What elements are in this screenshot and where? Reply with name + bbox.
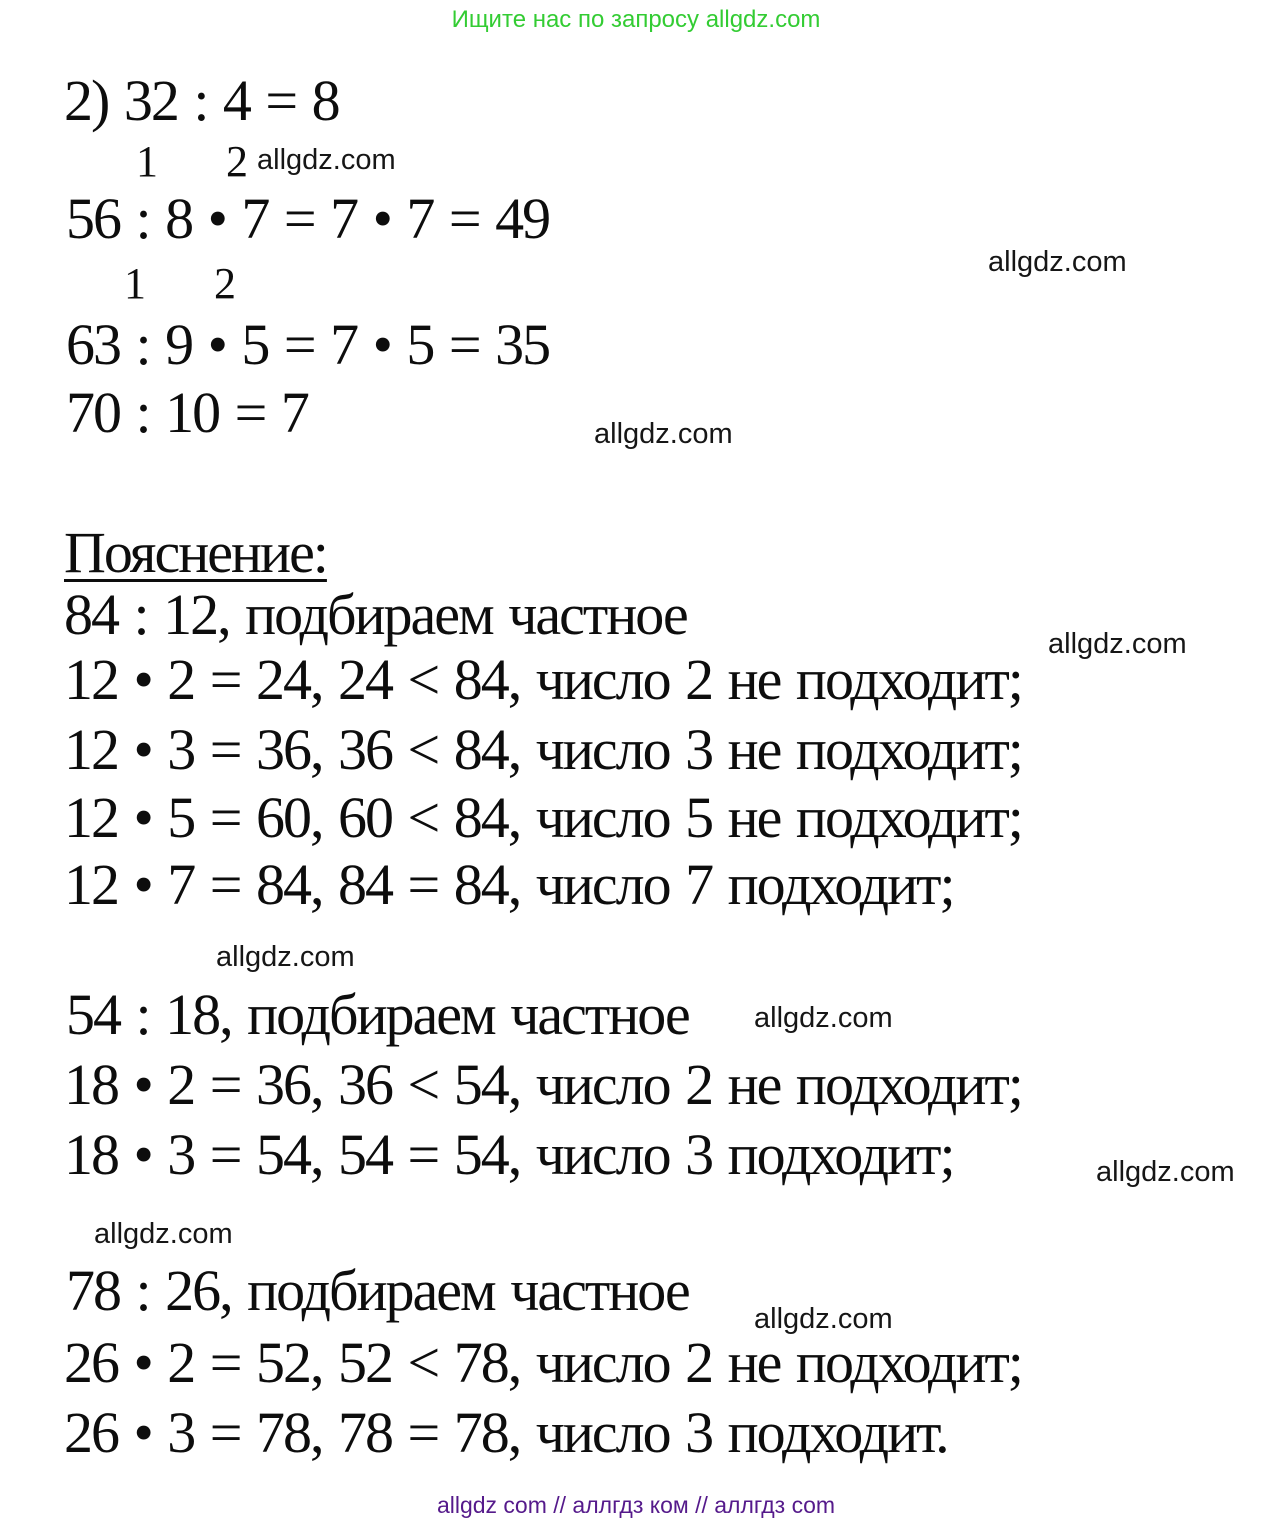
watermark-allgdz-2: allgdz.com [988, 246, 1127, 278]
case2-intro: 54 : 18, подбираем частное [66, 982, 689, 1047]
operation-order-label-1b: 2 [226, 137, 248, 186]
case3-step-2: 26 • 3 = 78, 78 = 78, число 3 подходит. [64, 1400, 948, 1465]
case1-step-2: 12 • 3 = 36, 36 < 84, число 3 не подходит; [64, 717, 1022, 782]
equation-line-2: 56 : 8 • 7 = 7 • 7 = 49 [66, 186, 550, 251]
watermark-allgdz-1: allgdz.com [257, 144, 396, 176]
case1-step-3: 12 • 5 = 60, 60 < 84, число 5 не подходит; [64, 785, 1022, 850]
equation-line-3: 63 : 9 • 5 = 7 • 5 = 35 [66, 312, 550, 377]
case2-step-2: 18 • 3 = 54, 54 = 54, число 3 подходит; [64, 1122, 954, 1187]
case1-step-4: 12 • 7 = 84, 84 = 84, число 7 подходит; [64, 852, 954, 917]
explanation-heading: Пояснение: [64, 520, 327, 585]
operation-order-label-1a: 1 [136, 137, 158, 186]
watermark-allgdz-8: allgdz.com [94, 1218, 233, 1250]
equation-line-1: 2) 32 : 4 = 8 [64, 68, 339, 133]
watermark-allgdz-5: allgdz.com [216, 941, 355, 973]
operation-order-label-2b: 2 [214, 259, 236, 308]
equation-line-4: 70 : 10 = 7 [66, 380, 308, 445]
case3-intro: 78 : 26, подбираем частное [66, 1258, 689, 1323]
watermark-allgdz-6: allgdz.com [754, 1002, 893, 1034]
operation-order-label-2a: 1 [124, 259, 146, 308]
case1-step-1: 12 • 2 = 24, 24 < 84, число 2 не подходит; [64, 647, 1022, 712]
promo-header-text: Ищите нас по запросу allgdz.com [451, 6, 821, 33]
watermark-allgdz-7: allgdz.com [1096, 1156, 1235, 1188]
watermark-allgdz-4: allgdz.com [1048, 628, 1187, 660]
watermark-allgdz-9: allgdz.com [754, 1303, 893, 1335]
case3-step-1: 26 • 2 = 52, 52 < 78, число 2 не подходит; [64, 1330, 1022, 1395]
case2-step-1: 18 • 2 = 36, 36 < 54, число 2 не подходит; [64, 1052, 1022, 1117]
case1-intro: 84 : 12, подбираем частное [64, 582, 687, 647]
footer-site-links: allgdz com // аллгдз ком // аллгдз com [436, 1492, 836, 1518]
watermark-allgdz-3: allgdz.com [594, 418, 733, 450]
